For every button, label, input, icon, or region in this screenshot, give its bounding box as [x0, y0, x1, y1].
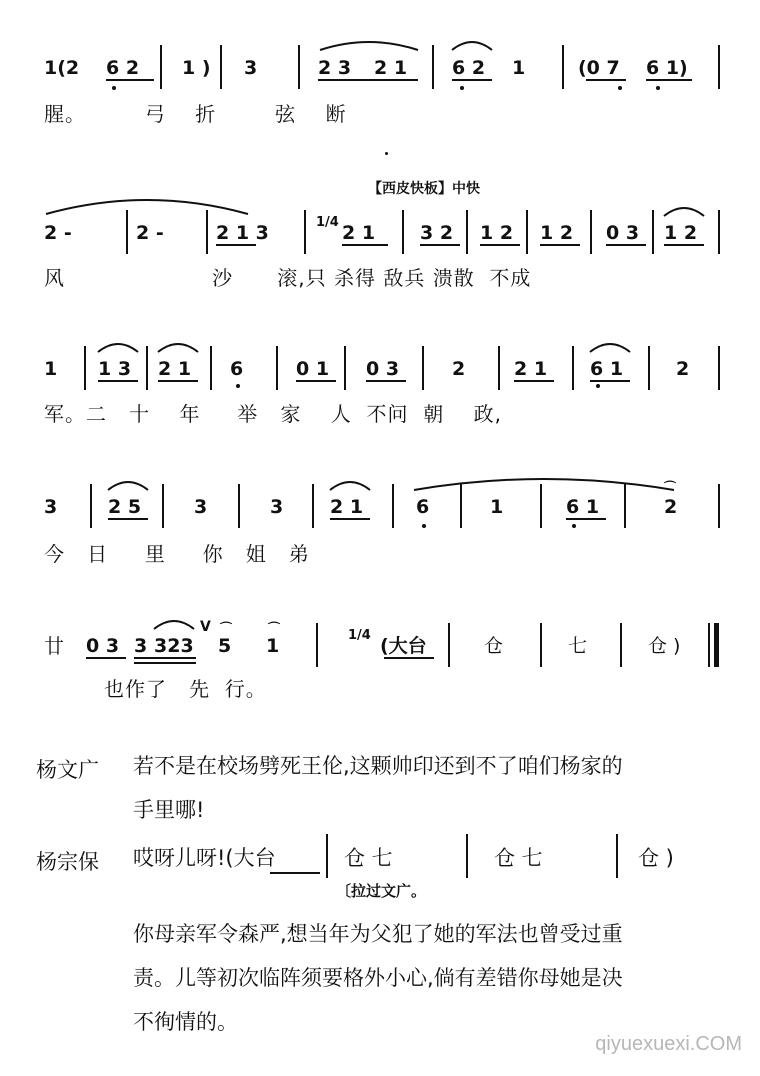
- note-group: 2 1 3: [216, 222, 269, 244]
- beam-underline: [134, 662, 196, 664]
- bar-line: [718, 210, 720, 254]
- slur: [328, 478, 372, 492]
- bar-line: [526, 210, 528, 254]
- tie: [44, 196, 250, 216]
- note-group: 3: [134, 635, 148, 657]
- beam-underline: [106, 79, 154, 81]
- note-group: 廿: [44, 634, 64, 658]
- slur: [588, 340, 632, 354]
- note-group: 323: [154, 635, 194, 657]
- note-group: 2: [664, 496, 678, 518]
- beam-underline: [384, 657, 434, 659]
- speech-line: 不徇情的。: [133, 1010, 238, 1034]
- note-group: 仓: [484, 635, 504, 657]
- octave-dot: [422, 524, 426, 528]
- bar-line: [146, 346, 148, 390]
- speech-line: 你母亲军令森严,想当年为父犯了她的军法也曾受过重: [133, 922, 623, 946]
- bar-line: [162, 484, 164, 528]
- beam-underline: [342, 244, 388, 246]
- octave-dot: [618, 86, 622, 90]
- slur: [106, 478, 150, 492]
- slur: [152, 617, 196, 631]
- beam-underline: [480, 244, 520, 246]
- note-group: 1: [266, 635, 280, 657]
- beam-underline: [646, 79, 692, 81]
- beam-underline: [296, 380, 336, 382]
- bar-line: [422, 346, 424, 390]
- note-group: 1 ): [182, 57, 211, 79]
- speech-line: 手里哪!: [133, 798, 205, 822]
- slur: [662, 204, 706, 218]
- beam-underline: [318, 79, 418, 81]
- speech-line: 若不是在校场劈死王伦,这颗帅印还到不了咱们杨家的: [133, 754, 623, 778]
- stage-direction: 〔拉过文广。: [336, 882, 427, 900]
- octave-dot: [596, 384, 600, 388]
- note-group: 3: [244, 57, 258, 79]
- beam-underline: [108, 518, 148, 520]
- final-bar-line: [714, 623, 719, 667]
- bar-line: [160, 45, 162, 89]
- percussion-measure: 仓 ): [638, 846, 674, 870]
- lyrics-line-4: 今 日 里 你 姐 弟: [44, 542, 310, 566]
- bar-line: [432, 45, 434, 89]
- lyrics-line-5: 也作了 先 行。: [104, 677, 267, 701]
- bar-line: [572, 346, 574, 390]
- speaker-yang-zongbao: 杨宗保: [36, 850, 99, 874]
- time-signature: 1/4: [348, 628, 371, 643]
- bar-line: [304, 210, 306, 254]
- note-group: 1: [512, 57, 526, 79]
- note-group: 6 1: [590, 358, 624, 380]
- speech-yang-wenguang: [133, 744, 733, 832]
- beam-underline: [216, 244, 256, 246]
- bar-line: [126, 210, 128, 254]
- note-group: 3 2: [420, 222, 454, 244]
- note-group: 6: [416, 496, 430, 518]
- note-group: 2: [452, 358, 466, 380]
- score-line-2: [0, 160, 760, 300]
- score-line-5: [0, 605, 760, 715]
- beam-underline: [590, 380, 630, 382]
- fermata: ⌒: [268, 621, 281, 635]
- bar-line: [718, 484, 720, 528]
- percussion-measure: 仓 七: [494, 846, 543, 870]
- note-group: 3: [44, 496, 58, 518]
- note-group: 6 1: [566, 496, 600, 518]
- octave-dot: [460, 86, 464, 90]
- note-group: 3: [270, 496, 284, 518]
- note-group: 2 1: [342, 222, 376, 244]
- note-group: 6: [230, 358, 244, 380]
- score-line-1: [0, 0, 760, 140]
- bar-line: [238, 484, 240, 528]
- note-group: 0 3: [86, 635, 120, 657]
- tempo-marking: 【西皮快板】中快: [368, 181, 480, 197]
- bar-line: [344, 346, 346, 390]
- note-group: 6 2: [106, 57, 140, 79]
- bar-line: [210, 346, 212, 390]
- beam-underline: [566, 518, 606, 520]
- note-group: 2 1: [330, 496, 364, 518]
- bar-line: [648, 346, 650, 390]
- speech-yang-zongbao: 哎呀儿呀!(大台: [133, 846, 276, 870]
- fermata: ⌒: [664, 480, 677, 494]
- bar-line: [448, 623, 450, 667]
- slur: [96, 340, 140, 354]
- beam-underline: [514, 380, 554, 382]
- bar-line: [620, 623, 622, 667]
- beam-underline: [158, 380, 198, 382]
- bar-line: [326, 834, 328, 878]
- note-group: 2 -: [44, 222, 72, 244]
- bar-line: [276, 346, 278, 390]
- beam-underline: [330, 518, 370, 520]
- beam-underline: [270, 872, 320, 874]
- note-group: 0 3: [606, 222, 640, 244]
- lyrics-line-2: 风 沙 滚,只 杀得 敌兵 溃散 不成: [44, 266, 532, 290]
- octave-dot: [572, 524, 576, 528]
- beam-underline: [86, 657, 126, 659]
- bar-line: [298, 45, 300, 89]
- slur: [156, 340, 200, 354]
- note-group: 2 1: [514, 358, 548, 380]
- bar-line: [540, 623, 542, 667]
- speaker-yang-wenguang: 杨文广: [36, 758, 99, 782]
- note-group: 1 2: [480, 222, 514, 244]
- speech-line: 责。儿等初次临阵须要格外小心,倘有差错你母她是决: [133, 966, 623, 990]
- octave-dot: [236, 384, 240, 388]
- beam-underline: [366, 380, 406, 382]
- bar-line: [402, 210, 404, 254]
- note-group: 0 1: [296, 358, 330, 380]
- slur: [450, 38, 494, 52]
- octave-dot: [112, 86, 116, 90]
- bar-line: [90, 484, 92, 528]
- fermata: ⌒: [220, 621, 233, 635]
- note-group: 2 1: [374, 57, 408, 79]
- bar-line: [466, 210, 468, 254]
- note-group: 0 3: [366, 358, 400, 380]
- score-line-3: [0, 320, 760, 460]
- note-group: 2 3: [318, 57, 352, 79]
- beam-underline: [540, 244, 580, 246]
- tie: [412, 476, 676, 492]
- slur: [318, 38, 420, 52]
- breath-mark: V: [200, 619, 211, 635]
- lyrics-line-1: 腥。 弓 折 弦 断: [44, 102, 347, 126]
- note-group: (大台: [380, 635, 427, 657]
- percussion-measure: 仓 七: [344, 846, 393, 870]
- score-line-4: [0, 470, 760, 600]
- beam-underline: [452, 79, 492, 81]
- note-group: 1: [490, 496, 504, 518]
- note-group: 6 1): [646, 57, 688, 79]
- note-group: 七: [568, 635, 588, 657]
- note-group: 1: [44, 358, 58, 380]
- final-bar-line: [708, 623, 710, 667]
- beam-underline: [420, 244, 460, 246]
- note-group: 5: [218, 635, 232, 657]
- note-group: 2: [676, 358, 690, 380]
- bar-line: [562, 45, 564, 89]
- stray-mark: [385, 152, 388, 155]
- bar-line: [392, 484, 394, 528]
- beam-underline: [98, 380, 138, 382]
- bar-line: [316, 623, 318, 667]
- note-group: 仓 ): [648, 635, 681, 657]
- bar-line: [718, 45, 720, 89]
- note-group: 2 5: [108, 496, 142, 518]
- note-group: (0 7: [578, 57, 620, 79]
- note-group: 3: [194, 496, 208, 518]
- bar-line: [466, 834, 468, 878]
- beam-underline: [606, 244, 646, 246]
- time-signature: 1/4: [316, 215, 339, 230]
- bar-line: [498, 346, 500, 390]
- speech-continuation: [133, 912, 733, 1044]
- beam-underline: [586, 79, 626, 81]
- beam-underline: [134, 657, 196, 659]
- note-group: 2 -: [136, 222, 164, 244]
- watermark: qiyuexuexi.COM: [595, 1033, 742, 1055]
- bar-line: [652, 210, 654, 254]
- note-group: 1 2: [540, 222, 574, 244]
- note-group: 1(2: [44, 57, 80, 79]
- bar-line: [312, 484, 314, 528]
- bar-line: [84, 346, 86, 390]
- note-group: 6 2: [452, 57, 486, 79]
- bar-line: [206, 210, 208, 254]
- octave-dot: [656, 86, 660, 90]
- bar-line: [616, 834, 618, 878]
- note-group: 2 1: [158, 358, 192, 380]
- bar-line: [718, 346, 720, 390]
- beam-underline: [664, 244, 704, 246]
- note-group: 1 2: [664, 222, 698, 244]
- lyrics-line-3: 军。二 十 年 举 家 人 不问 朝 政,: [44, 402, 503, 426]
- note-group: 1 3: [98, 358, 132, 380]
- bar-line: [590, 210, 592, 254]
- bar-line: [220, 45, 222, 89]
